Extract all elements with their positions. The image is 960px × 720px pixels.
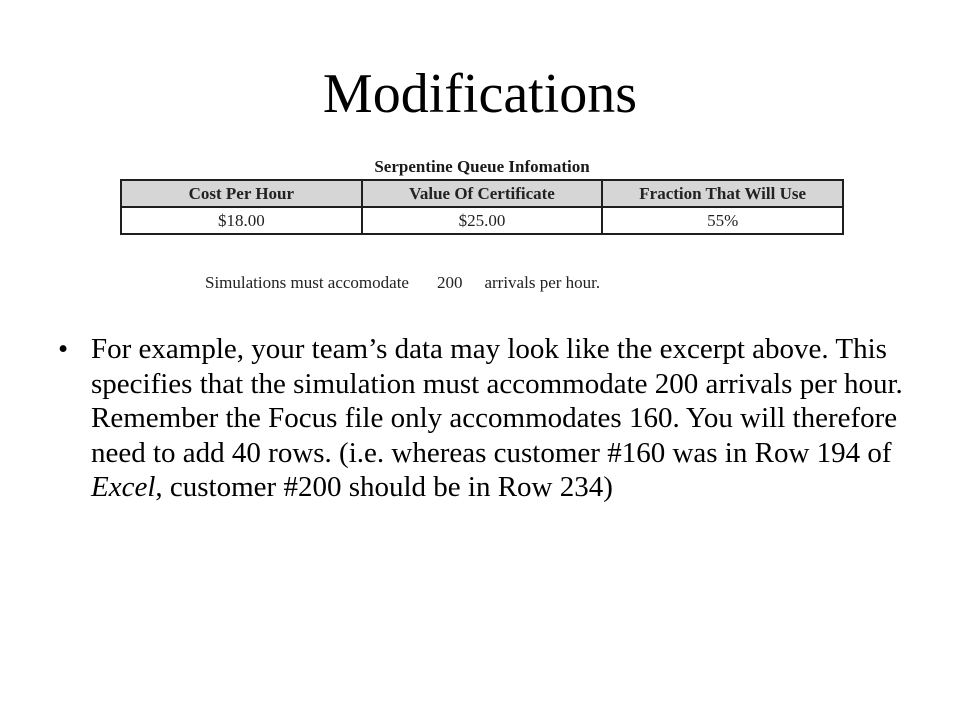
slide-title: Modifications: [322, 63, 638, 125]
simulation-note: [205, 271, 600, 295]
bullet-text: [91, 332, 918, 505]
header-value-of-certificate: Value Of Certificate: [362, 180, 603, 207]
note-suffix: arrivals per hour.: [484, 273, 601, 292]
header-cost-per-hour: Cost Per Hour: [121, 180, 362, 207]
cell-value-of-certificate: $25.00: [362, 207, 603, 234]
bullet-text-part1: For example, your team’s data may look like the excerpt above. This specifies that the simulation must accommodate 200 arrivals per hour. Remember the Focus file only accommodates 160. You will therefore need to add 40 rows. (i.e. whereas customer #160 was in Row 194 of: [91, 333, 903, 469]
cell-fraction-that-will-use: 55%: [602, 207, 843, 234]
note-value: 200: [436, 273, 463, 292]
bullet-text-part2: , customer #200 should be in Row 234): [155, 471, 613, 504]
note-prefix: Simulations must accomodate: [205, 273, 409, 292]
bullet-text-italic: Excel: [91, 471, 156, 504]
bullet-item: [58, 332, 918, 505]
table-header-row: [121, 180, 843, 207]
header-fraction-that-will-use: Fraction That Will Use: [602, 180, 843, 207]
table-caption: Serpentine Queue Infomation: [374, 157, 590, 176]
bullet-icon: •: [58, 333, 69, 365]
data-excerpt: [120, 156, 846, 235]
cell-cost-per-hour: $18.00: [121, 207, 362, 234]
queue-info-table: [120, 179, 844, 235]
table-row: [121, 207, 843, 234]
